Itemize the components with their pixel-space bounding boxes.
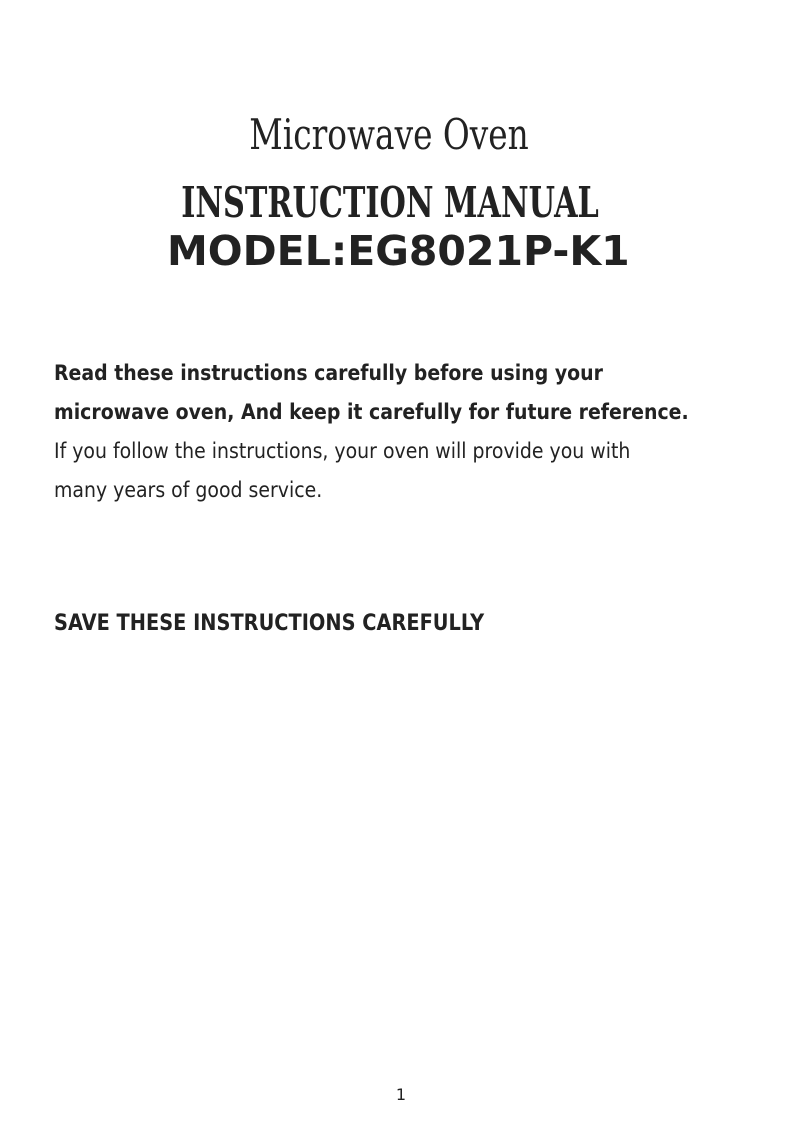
intro-paragraph — [54, 354, 774, 510]
page-number: 1 — [395, 1085, 407, 1104]
product-title: Microwave Oven — [249, 110, 529, 159]
intro-line-4: many years of good service. — [54, 478, 323, 502]
intro-bold-line-2: microwave oven, And keep it carefully for future reference. — [54, 400, 689, 424]
manual-title: INSTRUCTION MANUAL — [181, 178, 599, 227]
intro-line-3: If you follow the instructions, your oven will provide you with — [54, 439, 631, 463]
model-number: MODEL:EG8021P-K1 — [167, 227, 630, 275]
intro-bold-line-1: Read these instructions carefully before using your — [54, 361, 603, 385]
save-instructions-notice: SAVE THESE INSTRUCTIONS CAREFULLY — [54, 611, 485, 636]
